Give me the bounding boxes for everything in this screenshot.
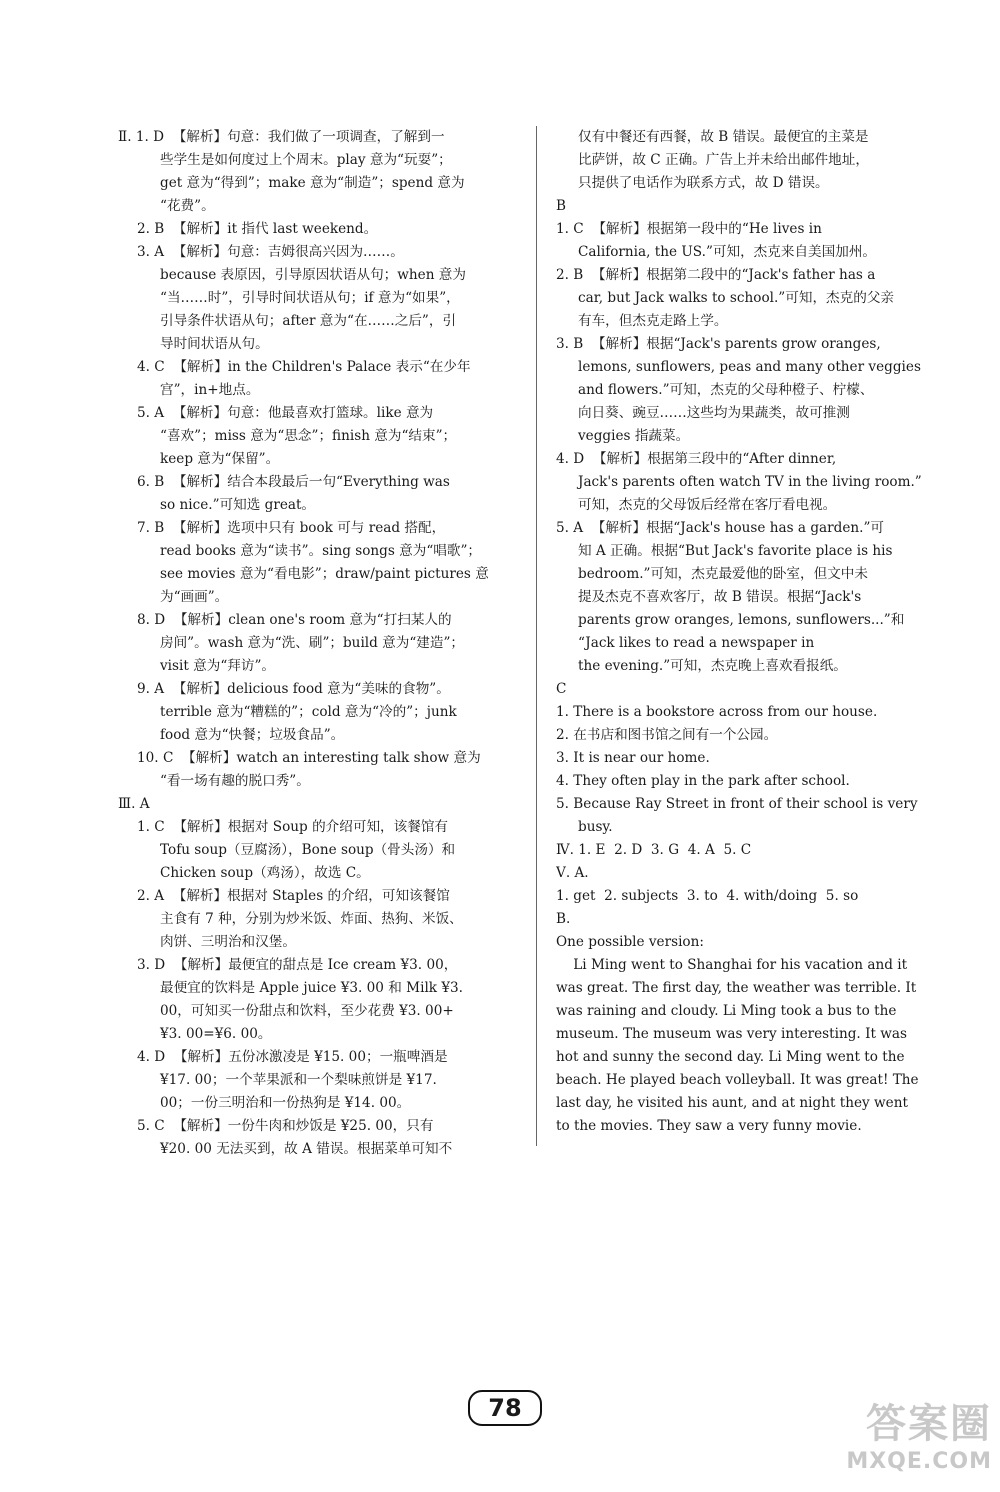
left-column-line: 房间”。wash 意为“洗、刷”；build 意为“建造”； (160, 635, 465, 651)
right-column-line: 有车，但杰克走路上学。 (578, 313, 728, 329)
right-column-line: 可知，杰克的父母饭后经常在客厅看电视。 (578, 497, 837, 513)
right-column-line: 1. C 【解析】根据第一段中的“He lives in (556, 221, 822, 237)
right-column-line: 1. There is a bookstore across from our house. (556, 704, 878, 720)
left-column-line: see movies 意为“看电影”；draw/paint pictures 意 (160, 566, 489, 582)
left-column-line: 5. A 【解析】句意：他最喜欢打篮球。like 意为 (137, 405, 434, 421)
right-column-line: busy. (578, 819, 613, 835)
left-column-line: 些学生是如何度过上个周末。play 意为“玩耍”； (160, 152, 452, 168)
right-column-line: beach. He played beach volleyball. It was great! The (556, 1072, 919, 1088)
left-column (118, 126, 511, 1161)
left-column-line: Ⅲ. A (118, 796, 150, 812)
left-column-line: read books 意为“读书”。sing songs 意为“唱歌”； (160, 543, 482, 559)
right-column-line: Ⅴ. A. (556, 865, 589, 881)
left-column-line: 肉饼、三明治和汉堡。 (160, 934, 296, 950)
right-column-line: 4. They often play in the park after school. (556, 773, 850, 789)
left-column-line: 10. C 【解析】watch an interesting talk show 意为 (137, 750, 481, 766)
right-column-line: 2. 在书店和图书馆之间有一个公园。 (556, 727, 778, 743)
left-column-line: 导时间状语从句。 (160, 336, 269, 352)
right-column-line: was raining and cloudy. Li Ming took a bus to the (556, 1003, 897, 1019)
right-column-line: 1. get 2. subjects 3. to 4. with/doing 5. so (556, 888, 859, 904)
right-column-line: hot and sunny the second day. Li Ming went to the (556, 1049, 905, 1065)
right-column-line: “Jack likes to read a newspaper in (578, 635, 815, 651)
page-number: 78 (468, 1390, 542, 1426)
left-column-line: 3. A 【解析】句意：吉姆很高兴因为……。 (137, 244, 404, 260)
left-column-line: Chicken soup（鸡汤），故选 C。 (160, 865, 370, 881)
left-column-line: Tofu soup（豆腐汤），Bone soup（骨头汤）和 (160, 842, 456, 858)
left-column-line: 2. B 【解析】it 指代 last weekend。 (137, 221, 378, 237)
left-column-line: “当……时”，引导时间状语从句；if 意为“如果”， (160, 290, 460, 306)
left-column-line: 6. B 【解析】结合本段最后一句“Everything was (137, 474, 450, 490)
right-column-line: bedroom.”可知，杰克最爱他的卧室，但文中未 (578, 566, 868, 582)
left-column-line: 主食有 7 种，分别为炒米饭、炸面、热狗、米饭、 (160, 911, 463, 927)
right-column-line: lemons, sunflowers, peas and many other veggies (578, 359, 921, 375)
left-column-line: because 表原因，引导原因状语从句；when 意为 (160, 267, 466, 283)
right-column-line: C (556, 681, 567, 697)
watermark-logo (752, 1400, 992, 1486)
left-column-line: ¥17. 00；一个苹果派和一个梨味煎饼是 ¥17. (160, 1072, 437, 1088)
left-column-line: so nice.”可知选 great。 (160, 497, 316, 513)
left-column-line: 引导条件状语从句；after 意为“在……之后”，引 (160, 313, 457, 329)
left-column-line: 00；一份三明治和一份热狗是 ¥14. 00。 (160, 1095, 411, 1111)
right-column-line: last day, he visited his aunt, and at night they went (556, 1095, 908, 1111)
left-column-line: ¥3. 00=¥6. 00。 (160, 1026, 272, 1042)
right-column-line: 3. It is near our home. (556, 750, 710, 766)
left-column-line: 5. C 【解析】一份牛肉和炒饭是 ¥25. 00，只有 (137, 1118, 434, 1134)
right-column-line: B. (556, 911, 571, 927)
left-column-line: visit 意为“拜访”。 (160, 658, 276, 674)
right-column-line: Jack's parents often watch TV in the living room.” (578, 474, 922, 490)
left-column-line: 7. B 【解析】选项中只有 book 可与 read 搭配， (137, 520, 446, 536)
right-column-line: veggies 指蔬菜。 (578, 428, 690, 444)
left-column-line: “看一场有趣的脱口秀”。 (160, 773, 310, 789)
right-column-line: B (556, 198, 566, 214)
right-column-line: 3. B 【解析】根据“Jack's parents grow oranges, (556, 336, 881, 352)
right-column-line: Li Ming went to Shanghai for his vacation and it (556, 957, 908, 973)
right-column-line: the evening.”可知，杰克晚上喜欢看报纸。 (578, 658, 847, 674)
left-column-line: keep 意为“保留”。 (160, 451, 280, 467)
right-column-line: 向日葵、豌豆……这些均为果蔬类，故可推测 (578, 405, 850, 421)
right-column (556, 126, 928, 1138)
left-column-line: 2. A 【解析】根据对 Staples 的介绍，可知该餐馆 (137, 888, 450, 904)
right-column-line: 比萨饼，故 C 正确。广告上并未给出邮件地址， (578, 152, 869, 168)
watermark-en: MXQE.COM (846, 1449, 992, 1474)
left-column-line: 为“画画”。 (160, 589, 229, 605)
left-column-line: “花费”。 (160, 198, 215, 214)
right-column-line: 只提供了电话作为联系方式，故 D 错误。 (578, 175, 829, 191)
watermark-cn: 答案圈 (866, 1401, 992, 1447)
left-column-line: “喜欢”；miss 意为“思念”；finish 意为“结束”； (160, 428, 457, 444)
right-column-line: was great. The first day, the weather was terrible. It (556, 980, 917, 996)
right-column-line: One possible version: (556, 934, 704, 950)
left-column-line: 3. D 【解析】最便宜的甜点是 Ice cream ¥3. 00， (137, 957, 458, 973)
right-column-line: 5. A 【解析】根据“Jack's house has a garden.”可 (556, 520, 884, 536)
left-column-line: ¥20. 00 无法买到，故 A 错误。根据菜单可知不 (160, 1141, 453, 1157)
right-column-line: 5. Because Ray Street in front of their school is very (556, 796, 918, 812)
left-column-line: 9. A 【解析】delicious food 意为“美味的食物”。 (137, 681, 450, 697)
left-column-line: get 意为“得到”；make 意为“制造”；spend 意为 (160, 175, 465, 191)
left-column-line: 最便宜的饮料是 Apple juice ¥3. 00 和 Milk ¥3. (160, 980, 463, 996)
right-column-line: parents grow oranges, lemons, sunflowers...”和 (578, 612, 905, 628)
right-column-line: 2. B 【解析】根据第二段中的“Jack's father has a (556, 267, 876, 283)
column-divider (536, 126, 537, 1146)
right-column-line: 仅有中餐还有西餐，故 B 错误。最便宜的主菜是 (578, 129, 869, 145)
right-column-line: California, the US.”可知，杰克来自美国加州。 (578, 244, 877, 260)
left-column-line: 00，可知买一份甜点和饮料，至少花费 ¥3. 00+ (160, 1003, 454, 1019)
left-column-line: Ⅱ. 1. D 【解析】句意：我们做了一项调查，了解到一 (118, 129, 445, 145)
right-column-line: 提及杰克不喜欢客厅，故 B 错误。根据“Jack's (578, 589, 862, 605)
right-column-line: and flowers.”可知，杰克的父母种橙子、柠檬、 (578, 382, 874, 398)
left-column-line: 1. C 【解析】根据对 Soup 的介绍可知，该餐馆有 (137, 819, 449, 835)
left-column-line: food 意为“快餐；垃圾食品”。 (160, 727, 345, 743)
right-column-line: Ⅳ. 1. E 2. D 3. G 4. A 5. C (556, 842, 752, 858)
right-column-line: 知 A 正确。根据“But Jack's favorite place is his (578, 543, 893, 559)
right-column-line: 4. D 【解析】根据第三段中的“After dinner, (556, 451, 837, 467)
left-column-line: 宫”，in+地点。 (160, 382, 260, 398)
left-column-line: terrible 意为“糟糕的”；cold 意为“冷的”；junk (160, 704, 457, 720)
left-column-line: 8. D 【解析】clean one's room 意为“打扫某人的 (137, 612, 452, 628)
right-column-line: museum. The museum was very interesting. It was (556, 1026, 907, 1042)
left-column-line: 4. D 【解析】五份冰激凌是 ¥15. 00；一瓶啤酒是 (137, 1049, 448, 1065)
right-column-line: to the movies. They saw a very funny movie. (556, 1118, 862, 1134)
right-column-line: car, but Jack walks to school.”可知，杰克的父亲 (578, 290, 895, 306)
left-column-line: 4. C 【解析】in the Children's Palace 表示“在少年 (137, 359, 471, 375)
